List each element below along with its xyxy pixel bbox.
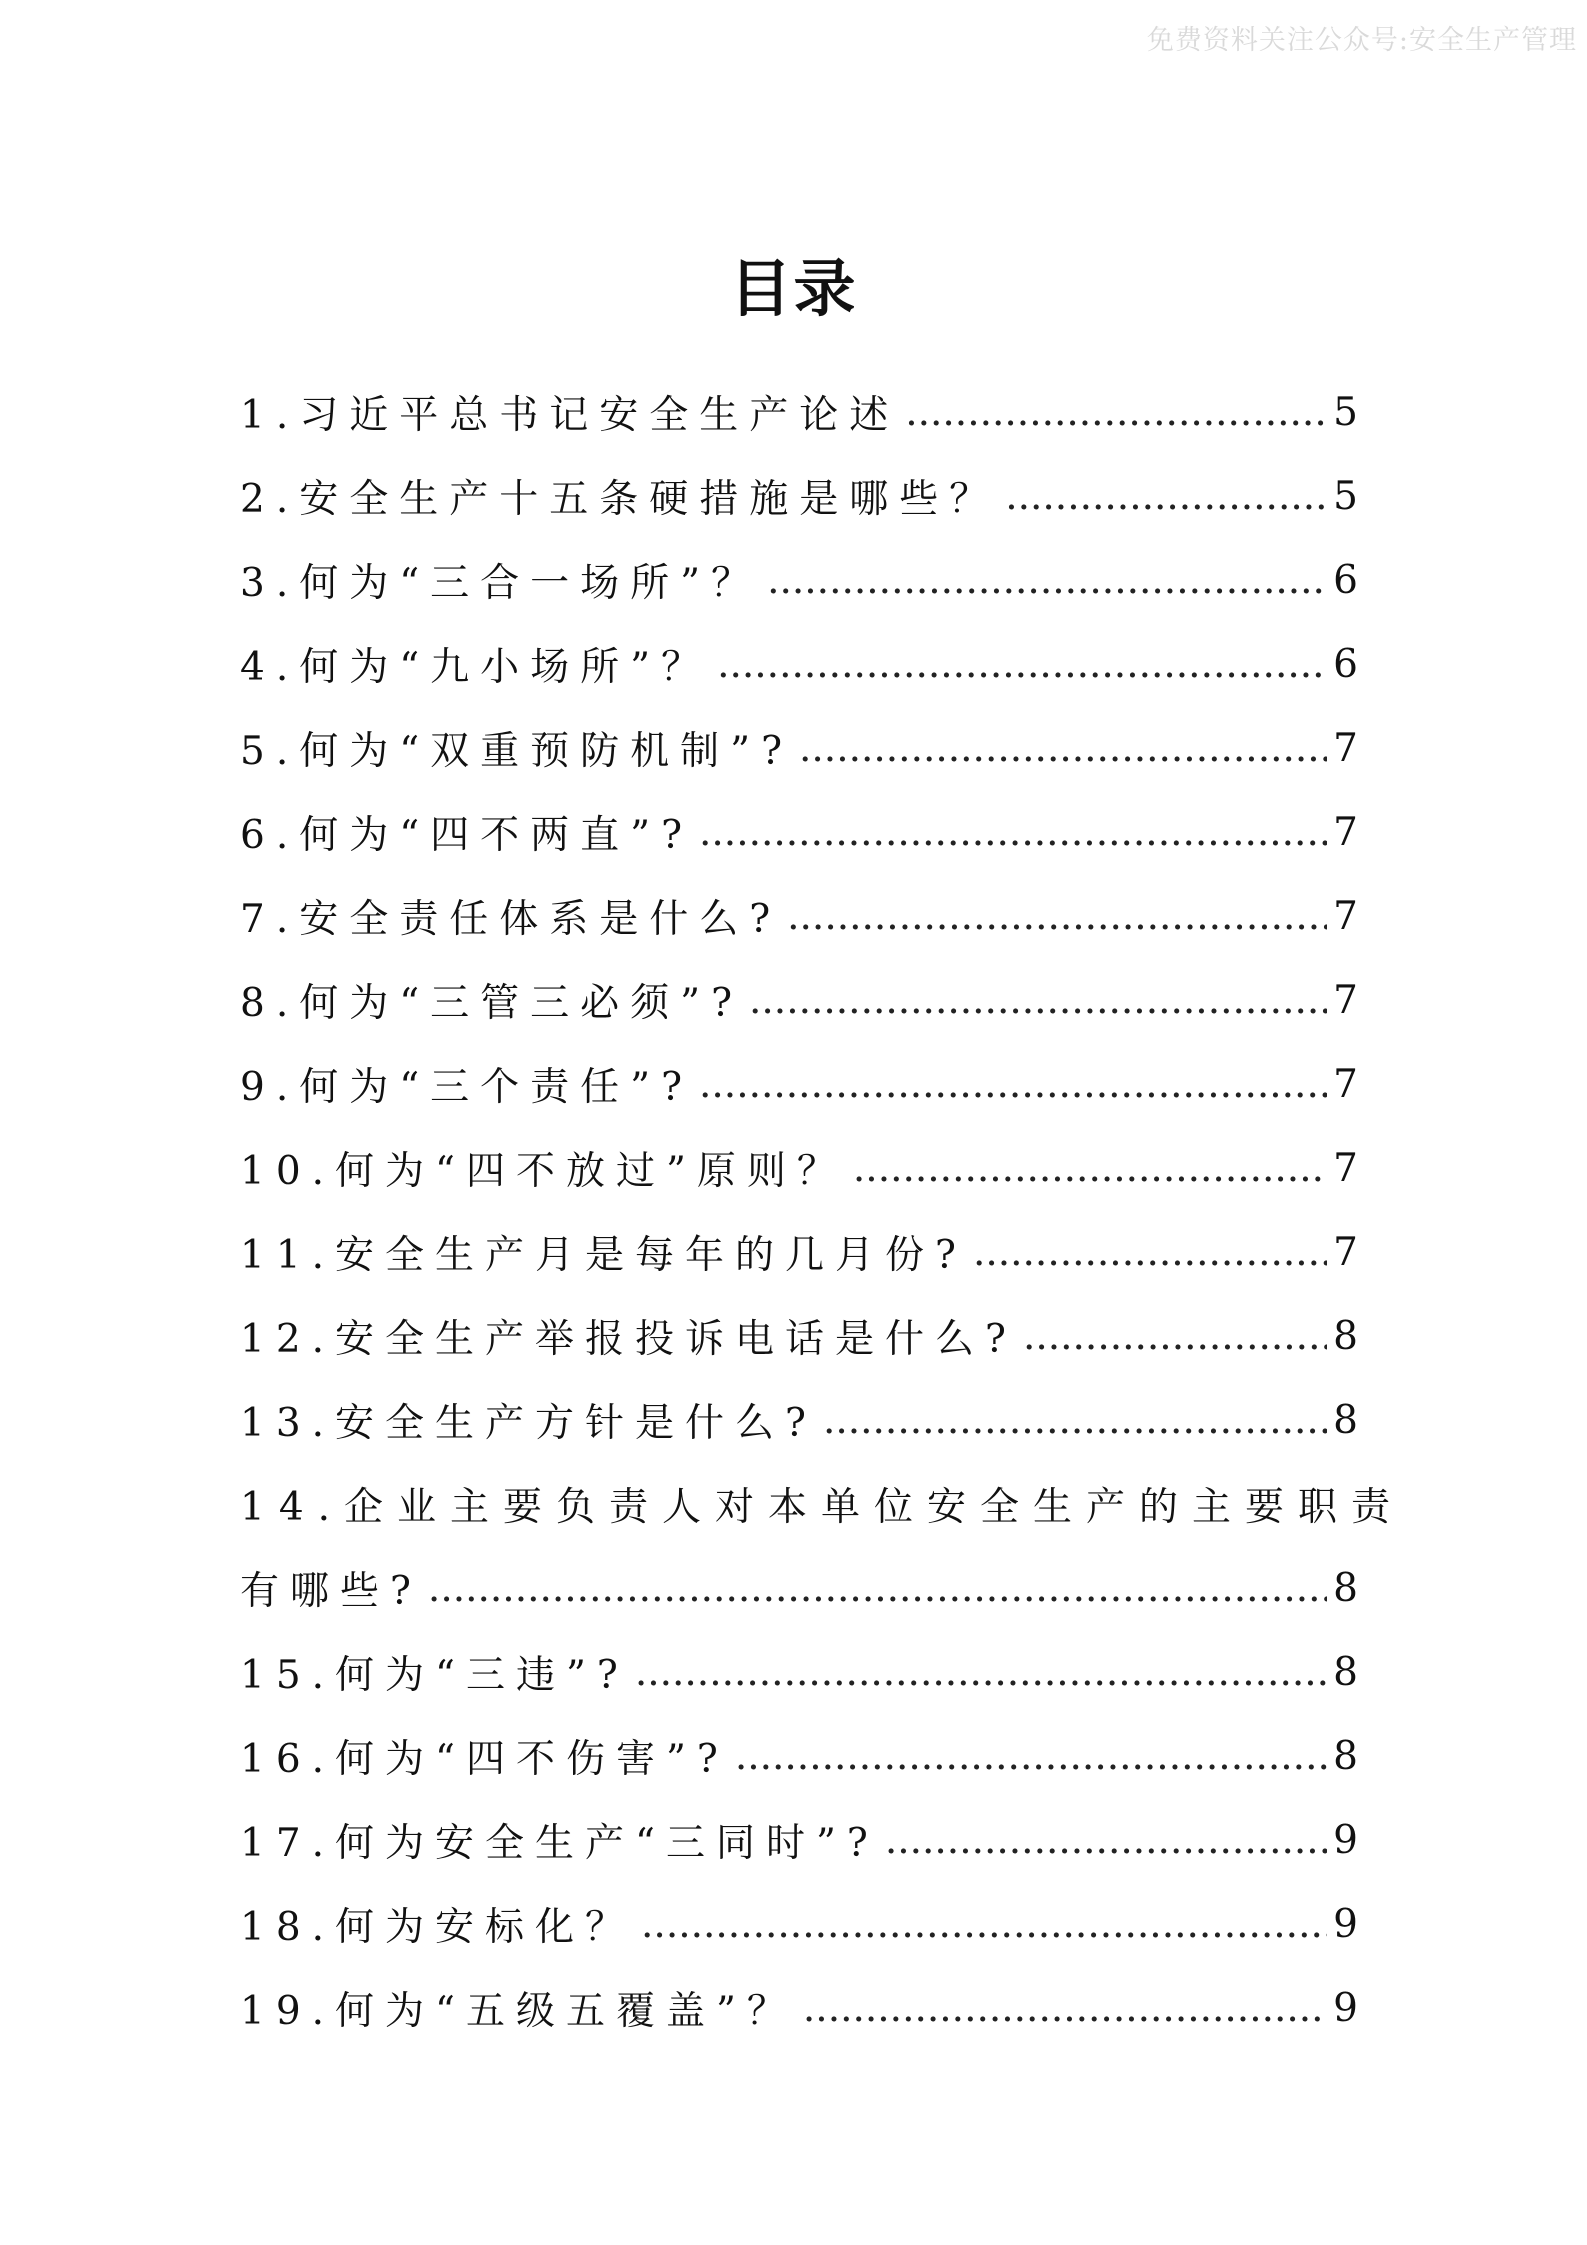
page-title: 目录 xyxy=(729,252,858,325)
toc-entry-9[interactable] xyxy=(240,1042,1358,1126)
toc-entry-text: 9.何为“三个责任”? xyxy=(240,1065,693,1110)
toc-entry-8[interactable] xyxy=(240,958,1358,1042)
toc-entry-10[interactable] xyxy=(240,1126,1358,1210)
toc-page-number: 7 xyxy=(1333,977,1358,1023)
dot-leader xyxy=(699,1062,1327,1107)
toc-entry-text: 6.何为“四不两直”? xyxy=(240,813,693,858)
dot-leader xyxy=(735,1734,1327,1779)
toc-entry-text: 1.习近平总书记安全生产论述 xyxy=(240,393,900,438)
toc-entry-18[interactable] xyxy=(240,1882,1358,1966)
toc-entry-1[interactable] xyxy=(240,370,1358,454)
toc-page-number: 8 xyxy=(1333,1565,1358,1611)
toc-entry-15[interactable] xyxy=(240,1630,1358,1714)
dot-leader xyxy=(1023,1314,1327,1359)
toc-page-number: 8 xyxy=(1333,1397,1358,1443)
toc-entry-text: 12.安全生产举报投诉电话是什么? xyxy=(240,1317,1017,1362)
toc-entry-text: 13.安全生产方针是什么? xyxy=(240,1401,817,1446)
toc-entry-2[interactable] xyxy=(240,454,1358,538)
toc-entry-text: 11.安全生产月是每年的几月份? xyxy=(240,1233,967,1278)
toc-entry-5[interactable] xyxy=(240,706,1358,790)
toc-page-number: 5 xyxy=(1333,473,1358,519)
toc-page-number: 7 xyxy=(1333,1061,1358,1107)
dot-leader xyxy=(787,894,1327,939)
table-of-contents xyxy=(240,370,1405,2050)
toc-entry-7[interactable] xyxy=(240,874,1358,958)
toc-entry-13[interactable] xyxy=(240,1378,1358,1462)
dot-leader xyxy=(1005,474,1327,519)
toc-page-number: 9 xyxy=(1333,1985,1358,2031)
dot-leader xyxy=(853,1146,1327,1191)
toc-entry-text: 10.何为“四不放过”原则？ xyxy=(240,1149,847,1194)
toc-entry-text: 15.何为“三违”? xyxy=(240,1653,629,1698)
toc-entry-16[interactable] xyxy=(240,1714,1358,1798)
toc-entry-text: 17.何为安全生产“三同时”? xyxy=(240,1821,879,1866)
toc-entry-text: 7.安全责任体系是什么? xyxy=(240,897,782,942)
toc-page-number: 8 xyxy=(1333,1733,1358,1779)
toc-entry-4[interactable] xyxy=(240,622,1358,706)
toc-entry-14-line-1[interactable] xyxy=(240,1462,1405,1546)
dot-leader xyxy=(635,1650,1327,1695)
toc-entry-12[interactable] xyxy=(240,1294,1358,1378)
toc-page-number: 6 xyxy=(1333,557,1358,603)
dot-leader xyxy=(823,1398,1327,1443)
toc-entry-11[interactable] xyxy=(240,1210,1358,1294)
toc-entry-text: 5.何为“双重预防机制”? xyxy=(240,729,793,774)
dot-leader xyxy=(699,810,1327,855)
toc-page-number: 7 xyxy=(1333,1229,1358,1275)
watermark-text: 免费资料关注公众号:安全生产管理 xyxy=(1146,25,1577,56)
dot-leader xyxy=(428,1566,1327,1611)
toc-page-number: 7 xyxy=(1333,1145,1358,1191)
toc-entry-17[interactable] xyxy=(240,1798,1358,1882)
dot-leader xyxy=(641,1902,1327,1947)
toc-entry-text: 16.何为“四不伤害”? xyxy=(240,1737,729,1782)
toc-entry-14-line-2[interactable] xyxy=(240,1546,1358,1630)
toc-entry-text: 18.何为安标化？ xyxy=(240,1905,636,1950)
toc-entry-text: 2.安全生产十五条硬措施是哪些？ xyxy=(240,477,1000,522)
dot-leader xyxy=(885,1818,1327,1863)
toc-page-number: 5 xyxy=(1333,389,1358,435)
dot-leader xyxy=(749,978,1327,1023)
toc-page-number: 9 xyxy=(1333,1817,1358,1863)
toc-entry-text: 8.何为“三管三必须”? xyxy=(240,981,743,1026)
toc-entry-text: 19.何为“五级五覆盖”？ xyxy=(240,1989,797,2034)
toc-entry-text: 有哪些? xyxy=(240,1569,422,1614)
dot-leader xyxy=(973,1230,1327,1275)
dot-leader xyxy=(799,726,1327,771)
toc-page-number: 8 xyxy=(1333,1313,1358,1359)
toc-entry-19[interactable] xyxy=(240,1966,1358,2050)
toc-page-number: 6 xyxy=(1333,641,1358,687)
toc-entry-text: 14.企业主要负责人对本单位安全生产的主要职责 xyxy=(240,1485,1405,1530)
dot-leader xyxy=(803,1986,1327,2031)
toc-page-number: 7 xyxy=(1333,893,1358,939)
toc-entry-text: 4.何为“九小场所”？ xyxy=(240,645,712,690)
toc-entry-text: 3.何为“三合一场所”？ xyxy=(240,561,762,606)
toc-page-number: 8 xyxy=(1333,1649,1358,1695)
toc-entry-3[interactable] xyxy=(240,538,1358,622)
dot-leader xyxy=(767,558,1327,603)
toc-page-number: 9 xyxy=(1333,1901,1358,1947)
toc-entry-6[interactable] xyxy=(240,790,1358,874)
toc-page-number: 7 xyxy=(1333,725,1358,771)
dot-leader xyxy=(905,390,1327,435)
toc-page-number: 7 xyxy=(1333,809,1358,855)
dot-leader xyxy=(717,642,1327,687)
